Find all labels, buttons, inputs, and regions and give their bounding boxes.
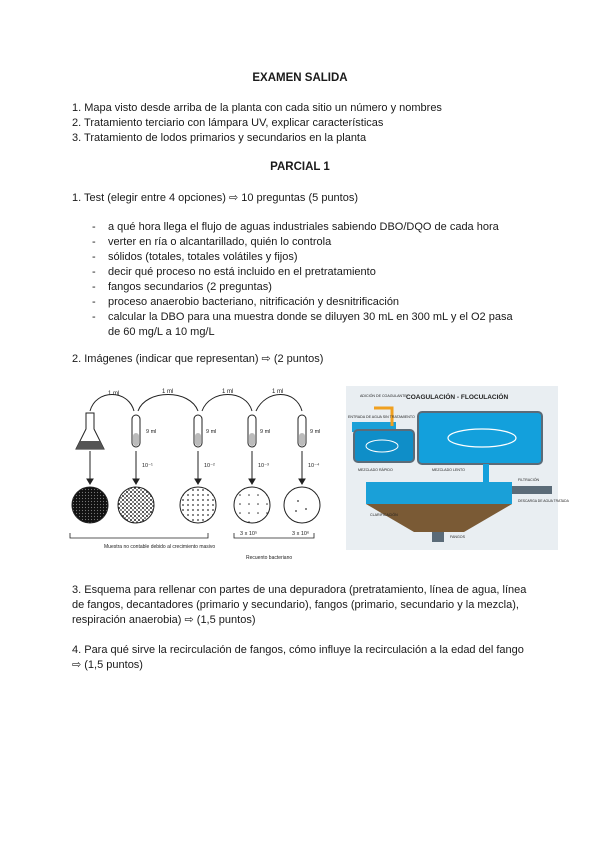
petri-dish (72, 487, 108, 523)
q1-bullet-1: a qué hora llega el flujo de aguas industriales sabiendo DBO/DQO de cada hora (108, 221, 499, 233)
exam-item-3: 3. Tratamiento de lodos primarios y secundarios en la planta (72, 132, 367, 144)
transfer-label: 1 ml (162, 389, 174, 395)
q1-bullet-7: calcular la DBO para una muestra donde se diluyen 30 mL en 300 mL y el O2 pasa (108, 311, 513, 323)
bullet-marker: - (92, 266, 96, 278)
q1-bullet-3: sólidos (totales, totales volátiles y fijos) (108, 251, 298, 263)
bullet-marker: - (92, 251, 96, 263)
q1-bullet-7-cont: de 60 mg/L a 10 mg/L (108, 326, 215, 338)
tube-volume-label: 9 ml (146, 429, 157, 435)
tube-volume-label: 9 ml (206, 429, 217, 435)
transfer-arc (202, 395, 252, 412)
partial-title: PARCIAL 1 (270, 161, 330, 173)
q1-bullet-2: verter en ría o alcantarillado, quién lo controla (108, 236, 332, 248)
q1-bullet-4: decir qué proceso no está incluido en el pretratamiento (108, 266, 376, 278)
petri-dish (118, 487, 154, 523)
sludge-label: FANGOS (450, 535, 465, 539)
q1-bullet-6: proceso anaerobio bacteriano, nitrificación y desnitrificación (108, 296, 400, 308)
bullet-marker: - (92, 221, 96, 233)
dilution-label: 10⁻² (204, 463, 215, 469)
exam-item-1: 1. Mapa visto desde arriba de la planta con cada sitio un número y nombres (72, 102, 442, 114)
petri-dish (180, 487, 216, 523)
q1-bullet-5: fangos secundarios (2 preguntas) (108, 281, 272, 293)
bullet-marker: - (92, 236, 96, 248)
serial-dilution-figure (66, 383, 322, 567)
petri-dish (234, 487, 270, 523)
exam-item-2: 2. Tratamiento terciario con lámpara UV, explicar características (72, 117, 384, 129)
bullet-marker: - (92, 296, 96, 308)
coagulation-title: COAGULACIÓN - FLOCULACIÓN (406, 394, 509, 401)
question-1: 1. Test (elegir entre 4 opciones) ⇨ 10 preguntas (5 puntos) (72, 192, 359, 204)
inlet-label: ENTRADA DE AGUA SIN TRATAMIENTO (348, 415, 415, 419)
question-2: 2. Imágenes (indicar que representan) ⇨ (2 puntos) (72, 353, 324, 365)
coagulant-label: ADICIÓN DE COAGULANTE (360, 394, 407, 398)
transfer-label: 1 ml (222, 389, 234, 395)
slow-mix-label: MEZCLADO LENTO (432, 468, 465, 472)
dilution-label: 10⁻⁴ (308, 463, 320, 469)
dilution-label: 10⁻¹ (142, 463, 153, 469)
rapid-mix-label: MEZCLADO RÁPIDO (358, 468, 393, 472)
coagulation-figure (346, 386, 569, 550)
bracket-left (70, 533, 208, 538)
caption-left: Muestra no contable debido al crecimiento masivo (104, 544, 216, 550)
outlet-label: DESCARGA DE AGUA TRATADA (518, 499, 569, 503)
outlet-pipe (512, 486, 552, 494)
test-tube-icon (298, 415, 306, 447)
count-label: 3 x 10⁵ (240, 531, 258, 537)
clarifier-label: CLARIFICACIÓN (370, 513, 398, 517)
tube-volume-label: 9 ml (310, 429, 321, 435)
petri-dish (284, 487, 320, 523)
dilution-label: 10⁻³ (258, 463, 269, 469)
flask-icon (76, 413, 104, 449)
filter-label: FILTRACIÓN (518, 478, 540, 482)
count-label: 3 x 10⁶ (292, 531, 310, 537)
slow-mix-tank (418, 412, 542, 464)
test-tube-icon (132, 415, 140, 447)
transfer-label: 1 ml (272, 389, 284, 395)
transfer-arc (138, 395, 198, 412)
bullet-marker: - (92, 311, 96, 323)
transfer-arc (256, 395, 302, 412)
caption-right: Recuento bacteriano (246, 555, 293, 561)
tube-volume-label: 9 ml (260, 429, 271, 435)
page-title: EXAMEN SALIDA (252, 72, 348, 84)
test-tube-icon (248, 415, 256, 447)
down-arrows (87, 451, 305, 484)
transfer-label: 1 ml (108, 391, 120, 397)
test-tube-icon (194, 415, 202, 447)
rapid-mix-tank (354, 430, 414, 462)
sludge-outlet (432, 532, 444, 542)
bullet-marker: - (92, 281, 96, 293)
question-3: 3. Esquema para rellenar con partes de una depuradora (pretratamiento, línea de agua, línea de fangos, decantadores (primario y secundario), fangos (primario, secundario y la mezcla), respiración anaerobia) ⇨ (1,5 puntos) (72, 584, 527, 626)
clarifier-water (366, 482, 512, 504)
question-4: 4. Para qué sirve la recirculación de fangos, cómo influye la recirculación a la edad del fango ⇨ (1,5 puntos) (72, 644, 524, 671)
